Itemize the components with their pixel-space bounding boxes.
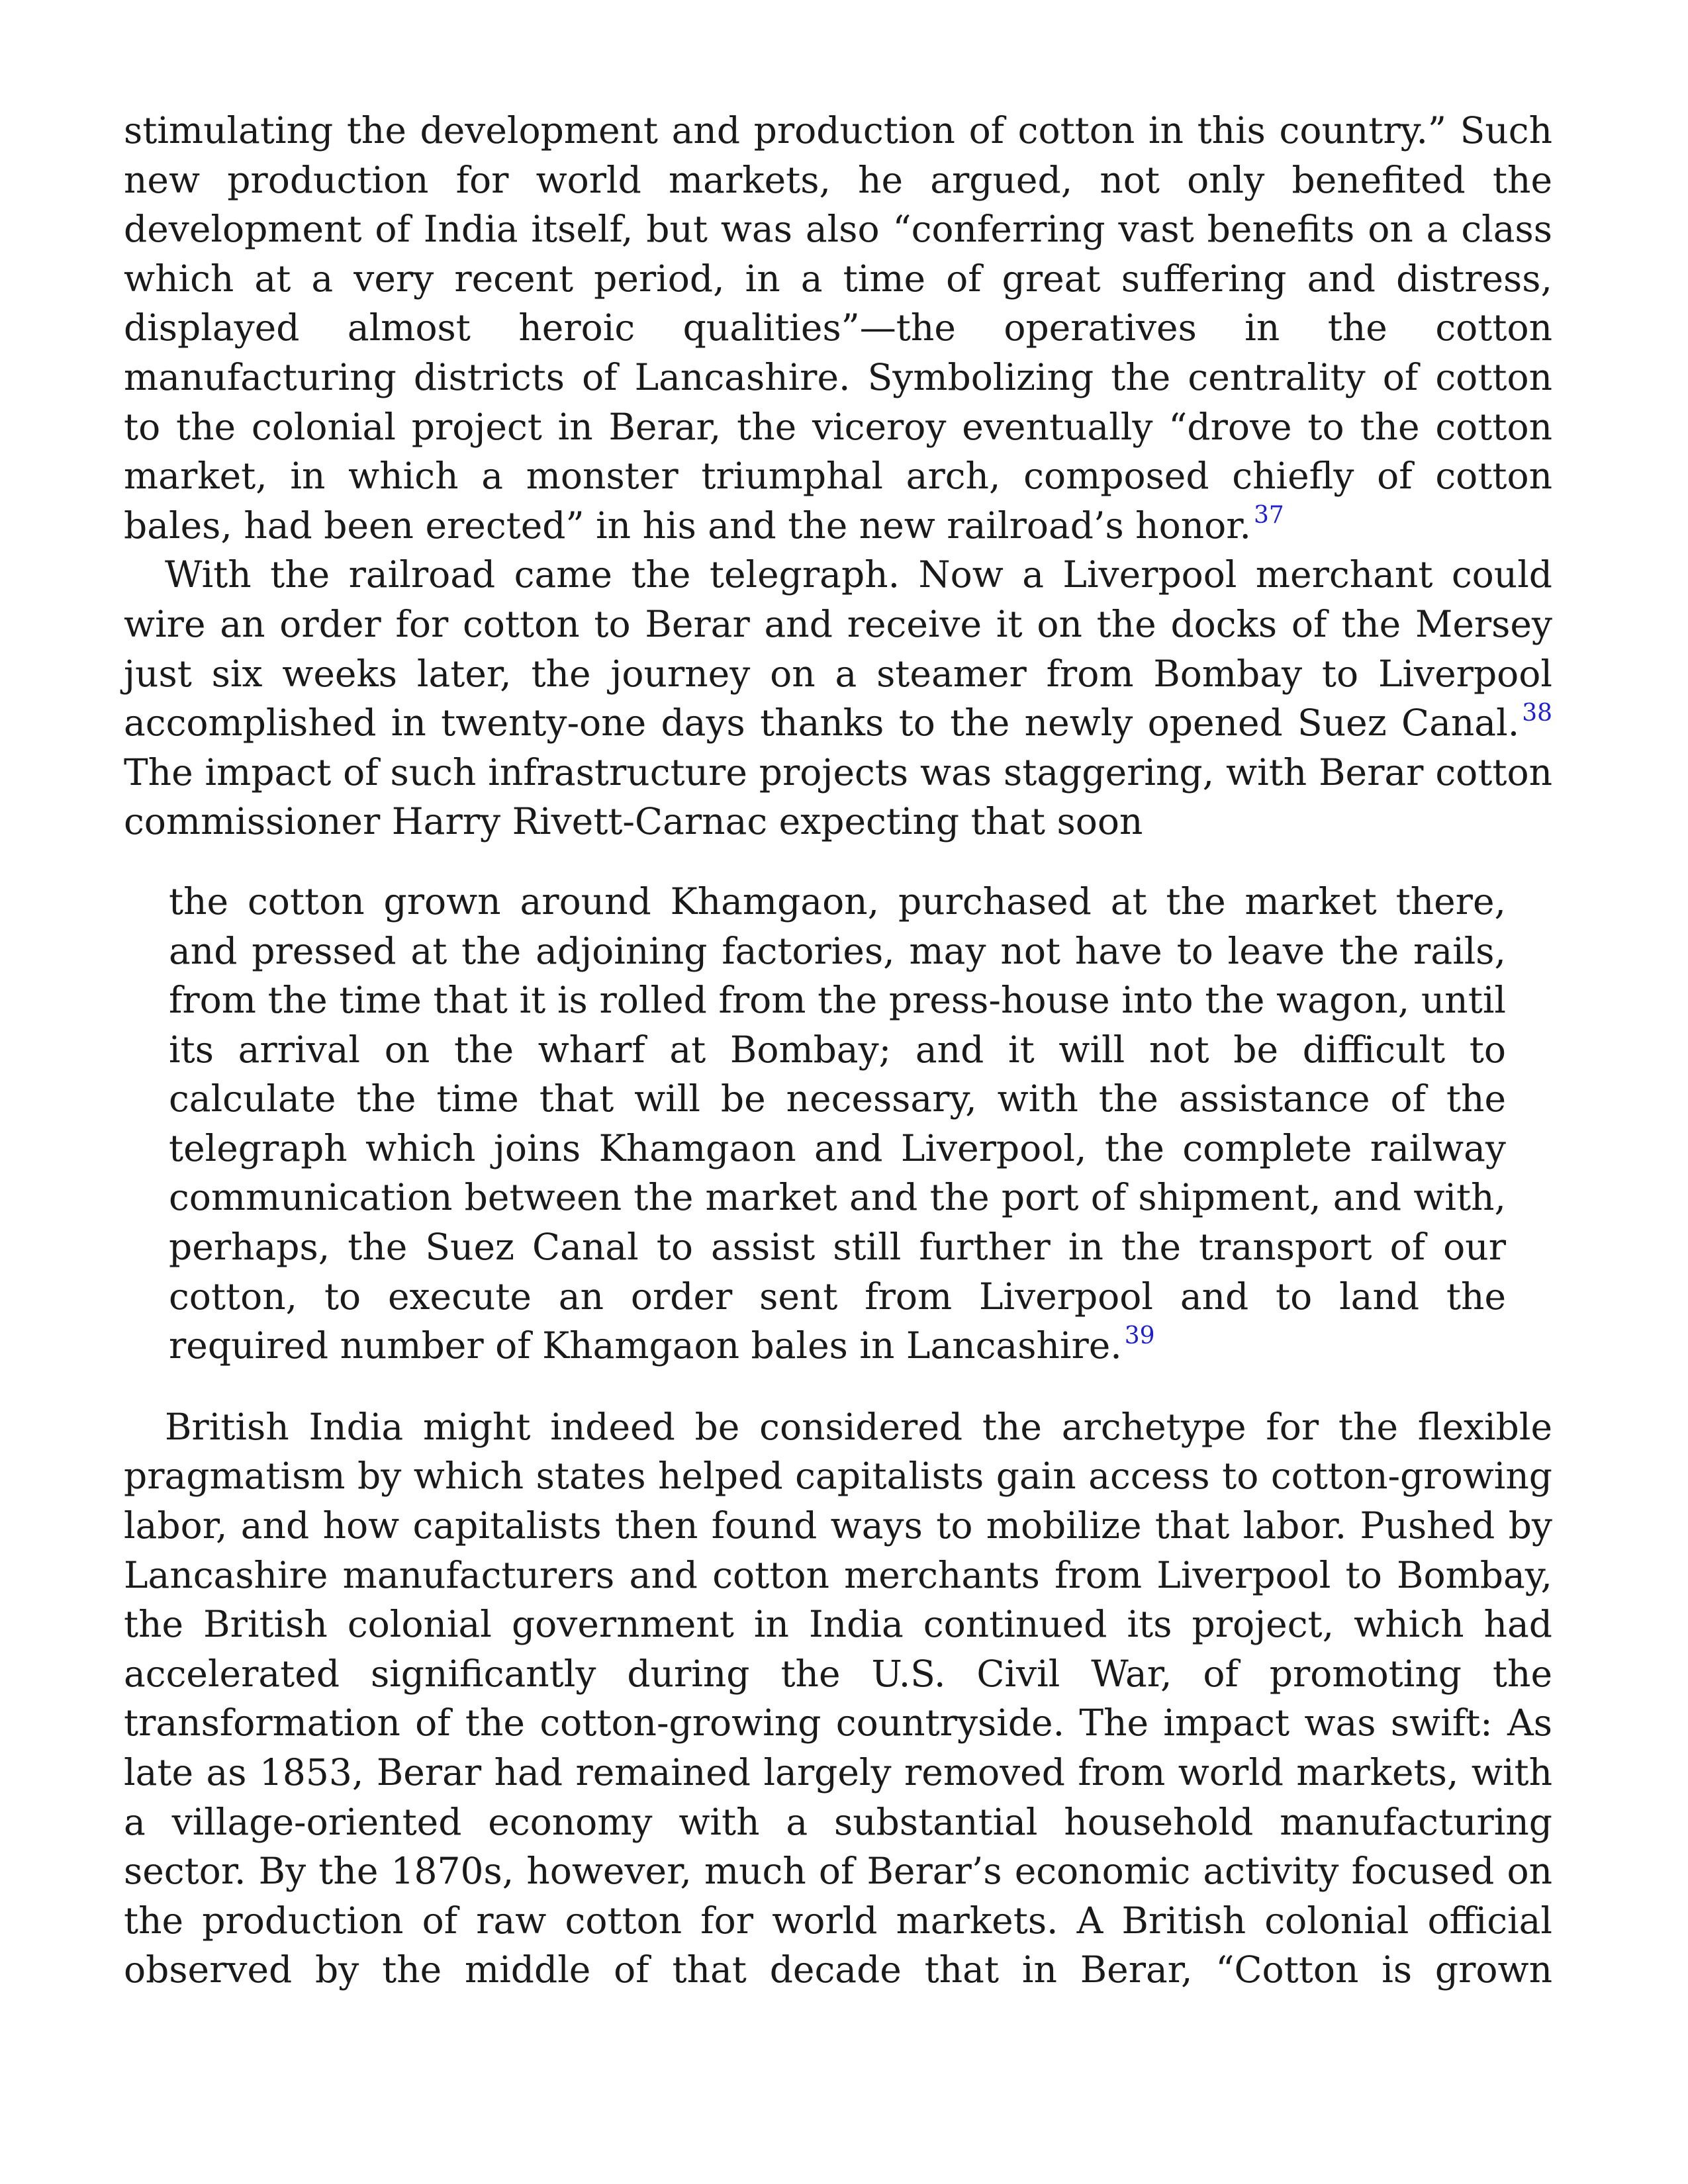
paragraph-text: With the railroad came the telegraph. Now a Liverpool merchant could wire an order for cotton to Berar and receive it on the docks of the Mersey just six weeks later, the journey on a steamer from Bombay to Liverpool accomplished in twenty-one days thanks to the newly opened Suez Canal. <box>124 553 1552 745</box>
paragraph-british-india <box>124 1402 1552 1995</box>
paragraph-telegraph <box>124 550 1552 846</box>
footnote-link-37[interactable]: 37 <box>1253 502 1284 529</box>
paragraph-viceroy <box>124 106 1552 550</box>
footnote-link-39[interactable]: 39 <box>1124 1322 1155 1349</box>
quote-text: the cotton grown around Khamgaon, purchased at the market there, and pressed at the adjoining factories, may not have to leave the rails, from the time that it is rolled from the press-house into the wagon, until its arrival on the wharf at Bombay; and it will not be difficult to calculate the time that will be necessary, with the assistance of the telegraph which joins Khamgaon and Liverpool, the complete railway communication between the market and the port of shipment, and with, perhaps, the Suez Canal to assist still further in the transport of our cotton, to execute an order sent from Liverpool and to land the required number of Khamgaon bales in Lancashire. <box>169 880 1506 1367</box>
paragraph-text: British India might indeed be considered the archetype for the flexible pragmatism by which states helped capitalists gain access to cotton-growing labor, and how capitalists then found ways to mobilize that labor. Pushed by Lancashire manufacturers and cotton merchants from Liverpool to Bombay, the British colonial government in India continued its project, which had accelerated significantly during the U.S. Civil War, of promoting the transformation of the cotton-growing countryside. The impact was swift: As late as 1853, Berar had remained largely removed from world markets, with a village-oriented economy with a substantial household manufacturing sector. By the 1870s, however, much of Berar’s economic activity focused on the production of raw cotton for world markets. A British colonial official observed by the middle of that decade that in Berar, “Cotton is grown <box>124 1405 1552 1991</box>
footnote-link-38[interactable]: 38 <box>1522 699 1552 727</box>
paragraph-text: stimulating the development and production of cotton in this country.” Such new production for world markets, he argued, not only benefited the development of India itself, but was also “conferring vast benefits on a class which at a very recent period, in a time of great suffering and distress, displayed almost heroic qualities”—the operatives in the cotton manufacturing districts of Lancashire. Symbolizing the centrality of cotton to the colonial project in Berar, the viceroy eventually “drove to the cotton market, in which a monster triumphal arch, composed chiefly of cotton bales, had been erected” in his and the new railroad’s honor. <box>124 109 1552 547</box>
block-quote <box>169 877 1506 1371</box>
paragraph-continuation: The impact of such infrastructure projects was staggering, with Berar cotton commissioner Harry Rivett-Carnac expecting that soon <box>124 751 1552 843</box>
page-body <box>124 106 1552 1995</box>
